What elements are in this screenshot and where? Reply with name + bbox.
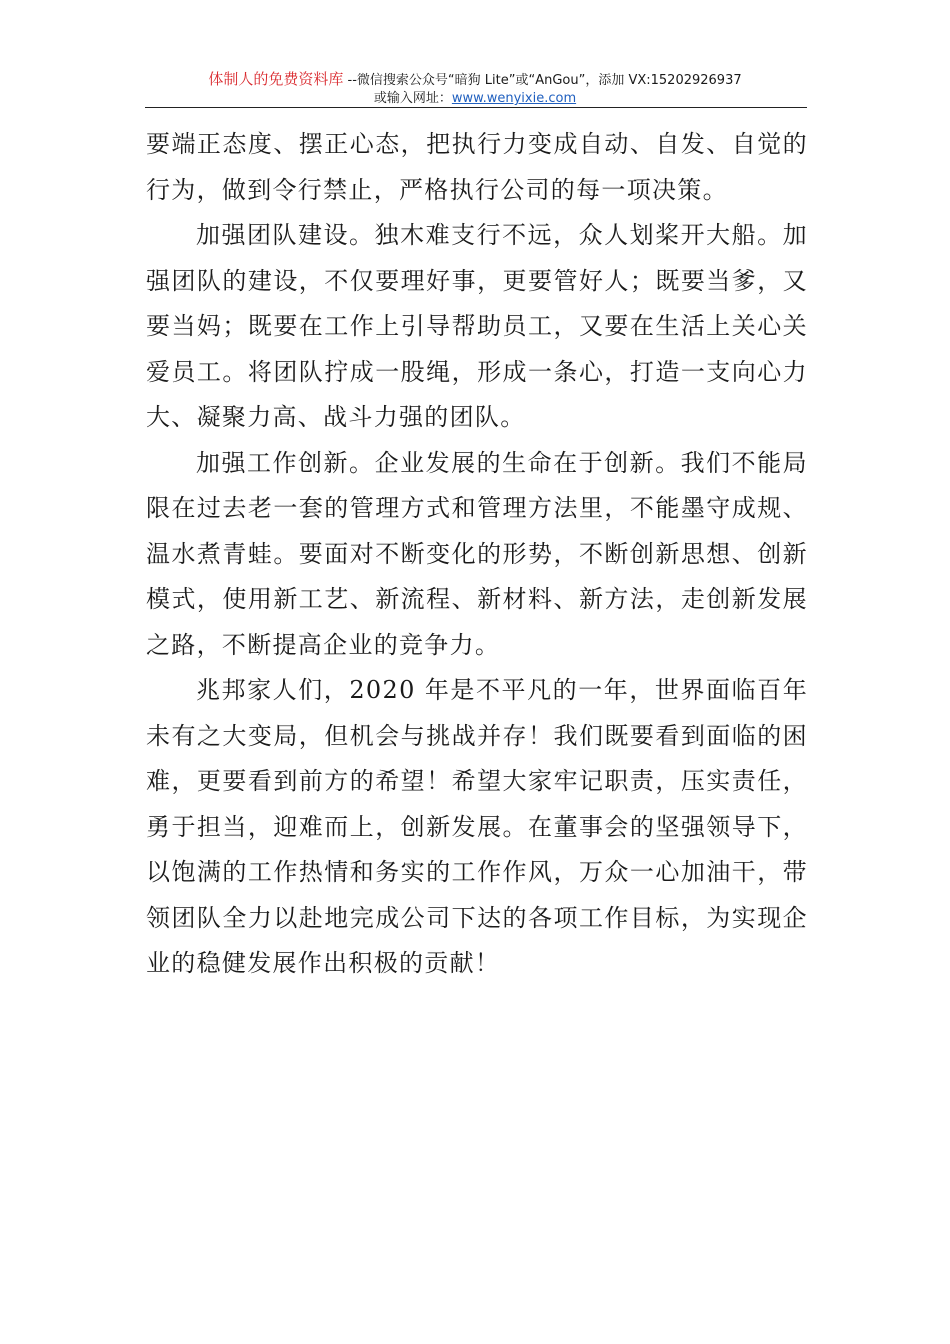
paragraph-text: 兆邦家人们，2020 年是不平凡的一年，世界面临百年未有之大变局，但机会与挑战并存！我们既要看到面临的困难，更要看到前方的希望！希望大家牢记职责，压实责任，勇于担当，迎难而上，创新发展。在董事会的坚强领导下，以饱满的工作热情和务实的工作作风，万众一心加油干，带领团队全力以赴地完成公司下达的各项工作目标，为实现企业的稳健发展作出积极的贡献！ <box>146 676 808 977</box>
header-divider <box>145 107 807 108</box>
paragraph-text: 要端正态度、摆正心态，把执行力变成自动、自发、自觉的行为，做到令行禁止，严格执行公司的每一项决策。 <box>146 130 808 204</box>
paragraph-text: 企业发展的生命在于创新。我们不能局限在过去老一套的管理方式和管理方法里，不能墨守成规、温水煮青蛙。要面对不断变化的形势，不断创新思想、创新模式，使用新工艺、新流程、新材料、新方法，走创新发展之路，不断提高企业的竞争力。 <box>146 448 808 659</box>
header-line-2 <box>145 90 805 108</box>
paragraph-3 <box>146 441 808 669</box>
header-url-prefix: 或输入网址： <box>373 91 452 106</box>
document-body <box>146 122 808 987</box>
paragraph-lead: 加强团队建设。 <box>196 221 375 249</box>
header-brand: 体制人的免费资料库 <box>208 70 344 88</box>
header-line-1 <box>145 70 805 90</box>
paragraph-2 <box>146 213 808 441</box>
paragraph-4 <box>146 668 808 987</box>
page-header <box>145 70 805 108</box>
paragraph-text: 独木难支行不远，众人划桨开大船。加强团队的建设，不仅要理好事，更要管好人；既要当爹，又要当妈；既要在工作上引导帮助员工，又要在生活上关心关爱员工。将团队拧成一股绳，形成一条心，打造一支向心力大、凝聚力高、战斗力强的团队。 <box>146 221 808 431</box>
paragraph-1 <box>146 122 808 213</box>
header-note: --微信搜索公众号“暗狗 Lite”或“AnGou”，添加 VX:15202926937 <box>343 73 742 88</box>
header-url-link[interactable]: www.wenyixie.com <box>451 91 577 106</box>
paragraph-lead: 加强工作创新。 <box>196 448 375 477</box>
